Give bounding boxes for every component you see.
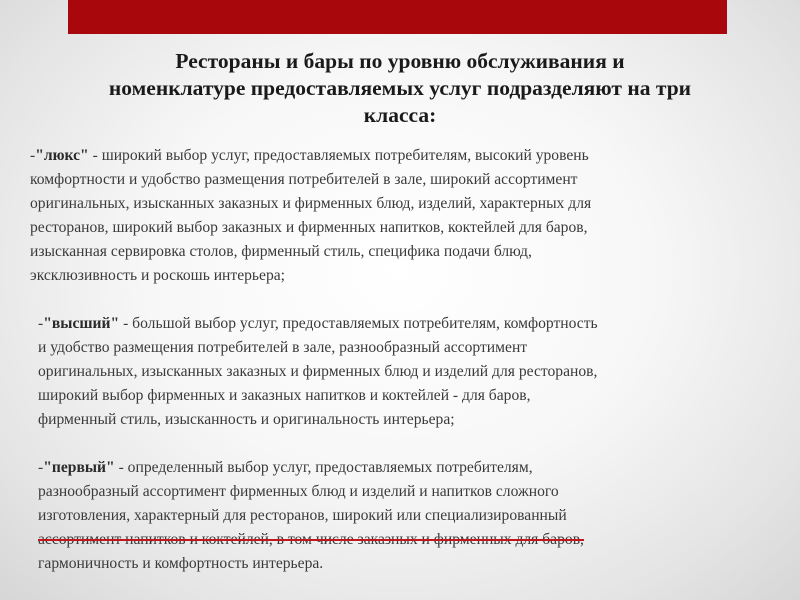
class-luxury-paragraph xyxy=(30,144,775,288)
text-line: ресторанов, широкий выбор заказных и фирменных напитков, коктейлей для баров, xyxy=(30,219,588,236)
text-line: оригинальных, изысканных заказных и фирменных блюд и изделий для ресторанов, xyxy=(38,363,598,380)
text-line: - большой выбор услуг, предоставляемых потребителям, комфортность xyxy=(119,315,598,332)
strikethrough-line: ассортимент напитков и коктейлей, в том числе заказных и фирменных для баров, xyxy=(38,531,584,548)
text-line: эксклюзивность и роскошь интерьера; xyxy=(30,267,286,284)
class-highest-term: "высший" xyxy=(43,315,120,332)
text-line: изысканная сервировка столов, фирменный стиль, специфика подачи блюд, xyxy=(30,243,532,260)
text-line: и удобство размещения потребителей в зале, разнообразный ассортимент xyxy=(38,339,528,356)
class-highest-paragraph xyxy=(30,312,775,432)
class-first-prefix: - xyxy=(38,459,44,476)
class-luxury-prefix: - xyxy=(30,147,36,164)
text-line: - широкий выбор услуг, предоставляемых потребителям, высокий уровень xyxy=(88,147,589,164)
text-line: - определенный выбор услуг, предоставляемых потребителям, xyxy=(114,459,533,476)
class-first-term: "первый" xyxy=(43,459,115,476)
class-luxury-term: "люкс" xyxy=(35,147,89,164)
class-highest-prefix: - xyxy=(38,315,44,332)
text-line: гармоничность и комфортность интерьера. xyxy=(38,555,324,572)
text-line: фирменный стиль, изысканность и оригинальность интерьера; xyxy=(38,411,455,428)
title-line-2: номенклатуре предоставляемых услуг подразделяют на три xyxy=(108,76,692,100)
text-line: комфортности и удобство размещения потребителей в зале, широкий ассортимент xyxy=(30,171,578,188)
text-line: широкий выбор фирменных и заказных напитков и коктейлей - для баров, xyxy=(38,387,531,404)
text-line: разнообразный ассортимент фирменных блюд и изделий и напитков сложного xyxy=(38,483,559,500)
text-line: оригинальных, изысканных заказных и фирменных блюд, изделий, характерных для xyxy=(30,195,592,212)
paragraph-spacer xyxy=(30,432,775,456)
class-first-paragraph xyxy=(30,456,775,576)
header-band xyxy=(68,0,727,34)
text-line: изготовления, характерный для ресторанов, широкий или специализированный xyxy=(38,507,567,524)
slide-body xyxy=(30,144,775,576)
title-line-3: класса: xyxy=(363,103,437,127)
title-line-1: Рестораны и бары по уровню обслуживания и xyxy=(175,49,625,73)
slide-title xyxy=(20,48,780,129)
paragraph-spacer xyxy=(30,288,775,312)
